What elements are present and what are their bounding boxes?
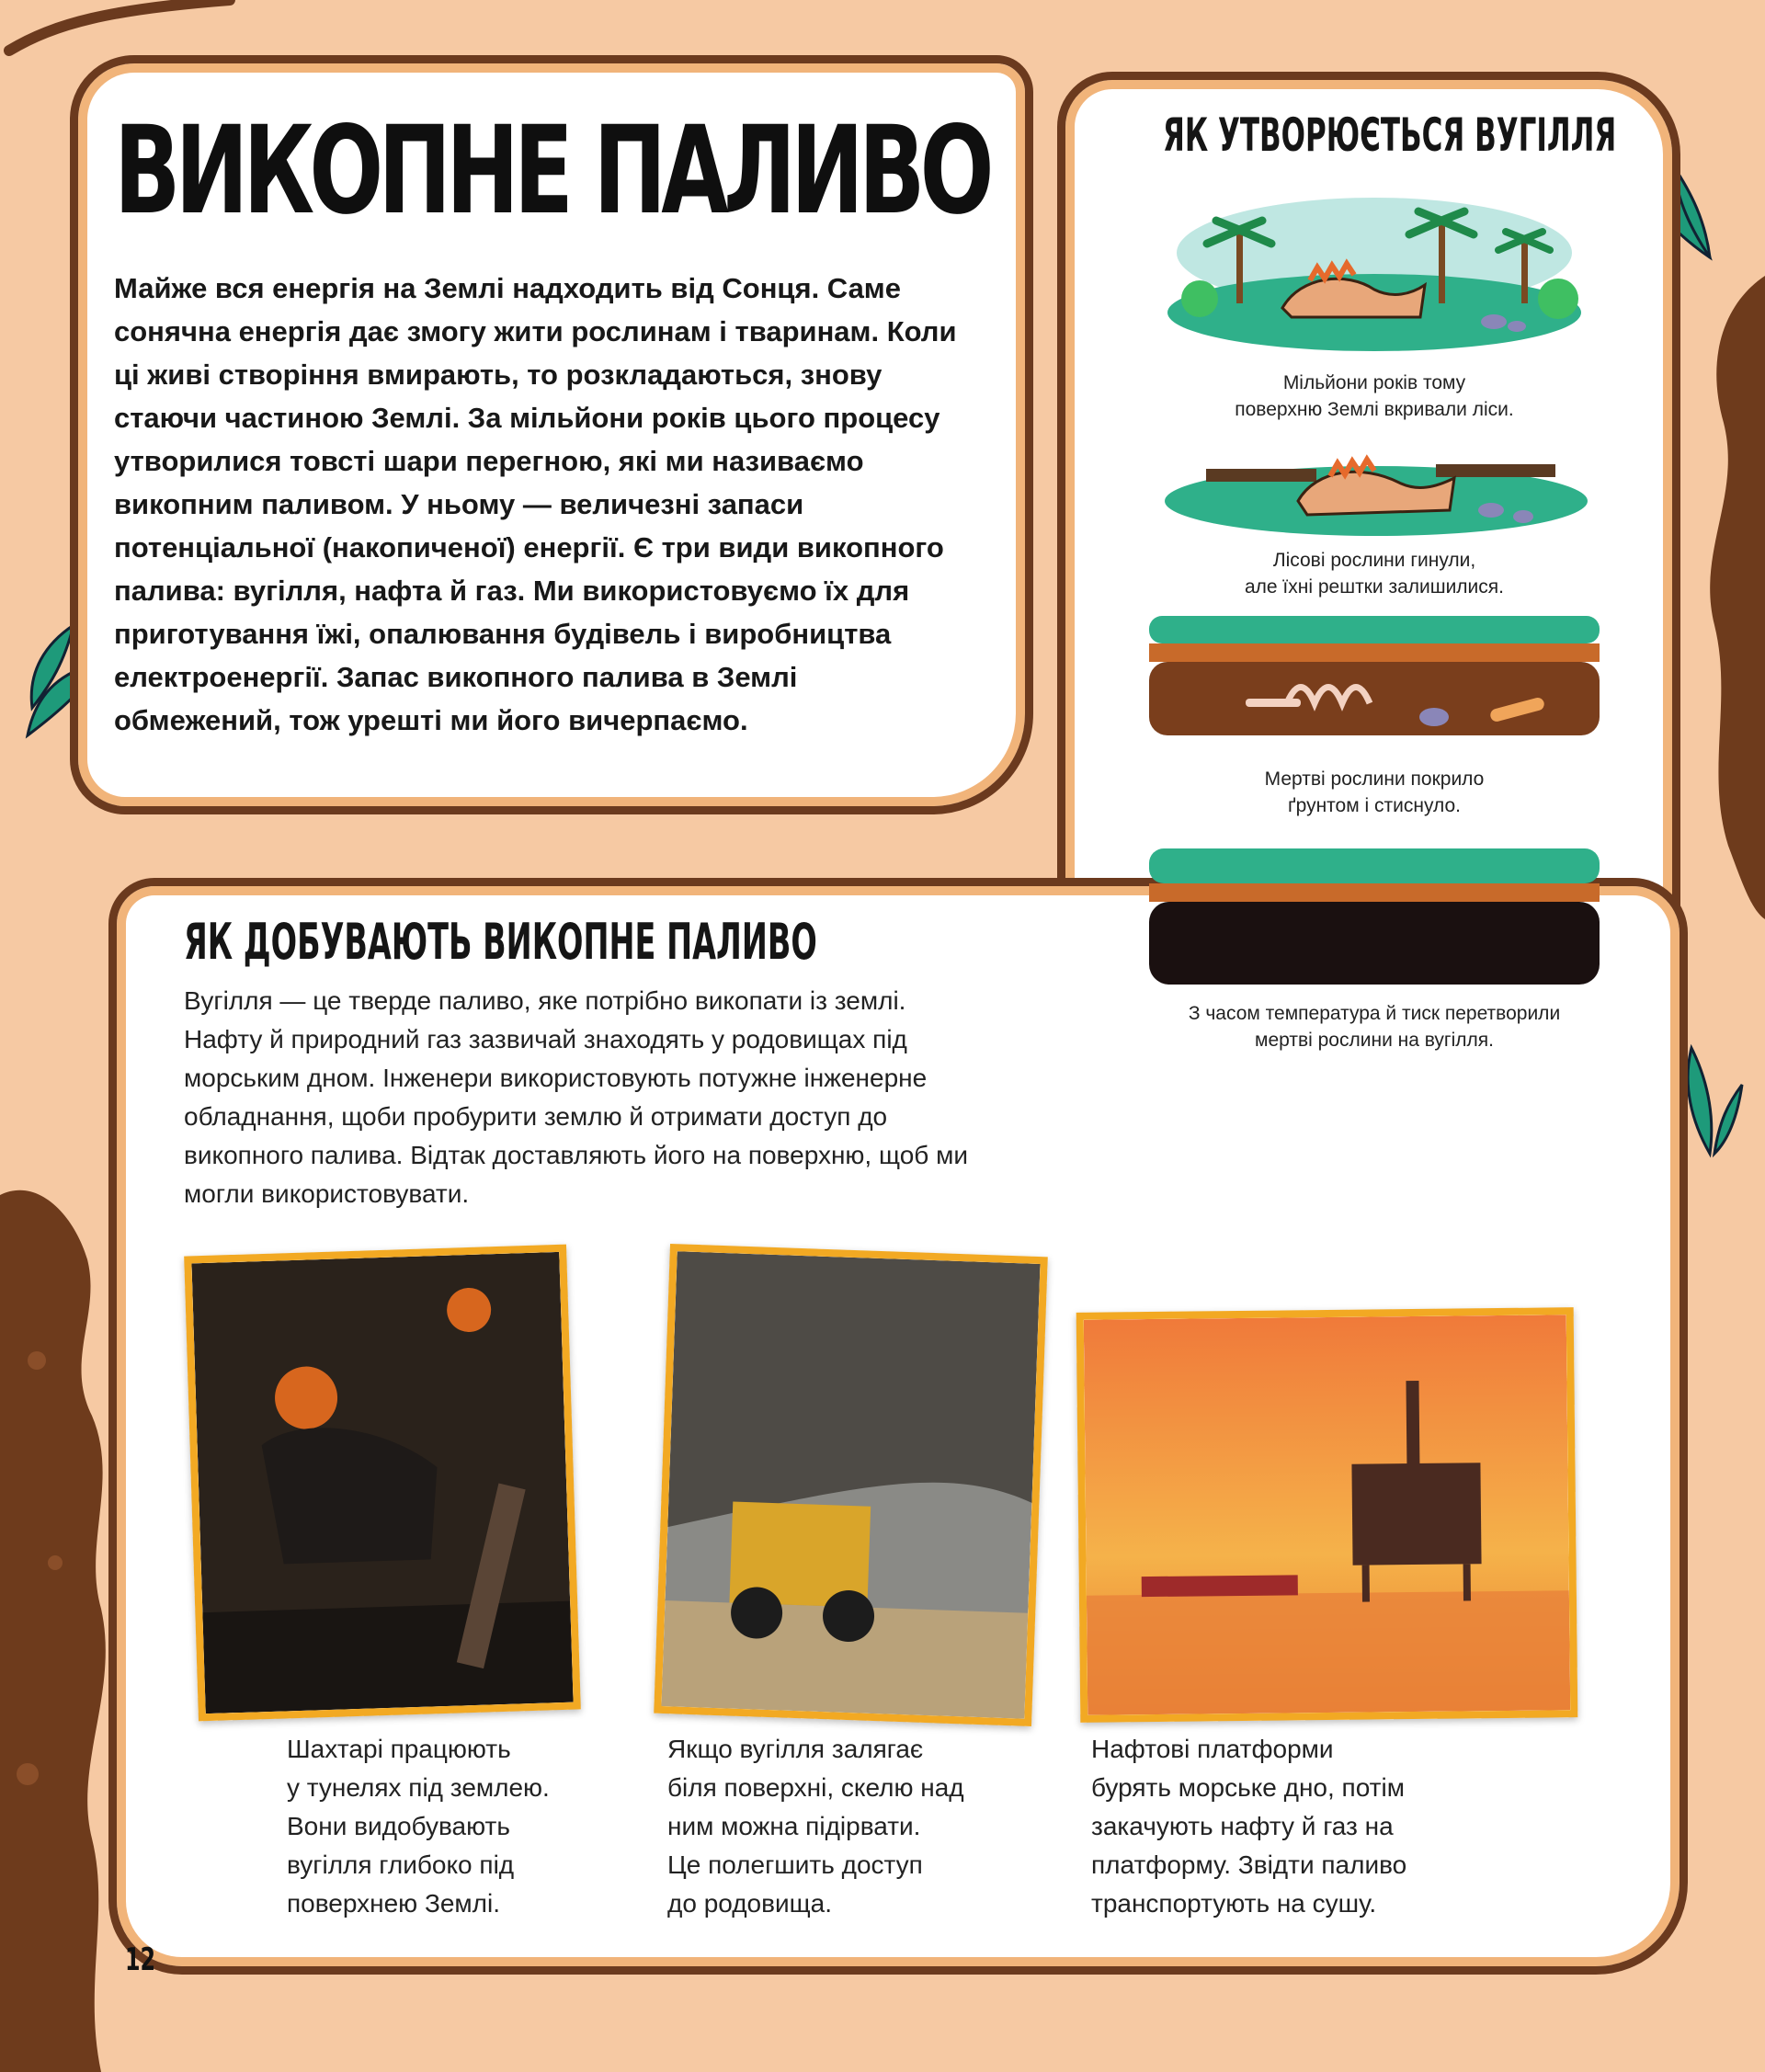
mining-section-heading: ЯК ДОБУВАЮТЬ ВИКОПНЕ ПАЛИВО [184, 913, 817, 971]
miners-photo [184, 1245, 581, 1722]
open-pit-mine-photo [654, 1244, 1048, 1726]
stage-forest-illustration [1163, 188, 1586, 354]
page-title: ВИКОПНЕ ПАЛИВО [114, 100, 989, 242]
miners-caption: Шахтарі працюють у тунелях під землею. Вони видобувають вугілля глибоко під поверхнею Землі. [287, 1735, 550, 1918]
open-pit-caption: Якщо вугілля залягає біля поверхні, скелю над ним можна підірвати. Це полегшить доступ до родовища. [667, 1735, 964, 1918]
intro-paragraph: Майже вся енергія на Землі надходить від Сонця. Саме сонячна енергія дає змогу жити рослинам і тваринам. Коли ці живі створіння вмирають, то розкладаються, знову стаючи частиною Землі. За мільйони років цього процесу утворилися товсті шари перегною, які ми називаємо викопним паливом. У ньому — величезні запаси потенціальної (накопиченої) енергії. Є три види викопного палива: вугілля, нафта й газ. Ми використовуємо їх для приготування їжі, опалювання будівель і виробництва електроенергії. Запас викопного палива в Землі обмежений, тож урешті ми його вичерпаємо. [114, 272, 957, 736]
stage-4-caption: З часом температура й тиск перетворили мертві рослини на вугілля. [1188, 1003, 1561, 1051]
mining-paragraph: Вугілля — це тверде паливо, яке потрібно викопати із землі. Нафту й природний газ зазвичай знаходять у родовищах під морським дном. Інженери використовують потужне інженерне обладнання, щоби пробурити землю й отримати доступ до викопного палива. Відтак доставляють його на поверхню, щоб ми могли використовувати. [184, 986, 968, 1208]
page-number: 12 [125, 1941, 156, 1978]
soil-right-decoration [1678, 276, 1765, 919]
stage-dying-forest-illustration [1160, 432, 1592, 538]
stage-2-caption: Лісові рослини гинули, але їхні рештки залишилися. [1244, 550, 1504, 598]
coal-section-heading: ЯК УТВОРЮЄТЬСЯ ВУГІЛЛЯ [1163, 108, 1617, 162]
oil-platform-caption: Нафтові платформи бурять морське дно, потім закачують нафту й газ на платформу. Звідти паливо транспортують на сушу. [1091, 1735, 1407, 1918]
stage-1-caption: Мільйони років тому поверхню Землі вкривали ліси. [1235, 372, 1514, 420]
stage-3-caption: Мертві рослини покрило ґрунтом і стиснуло. [1264, 768, 1485, 816]
stage-buried-illustration [1149, 616, 1600, 745]
oil-platform-photo [1076, 1307, 1578, 1723]
stage-coal-illustration [1149, 848, 1600, 986]
